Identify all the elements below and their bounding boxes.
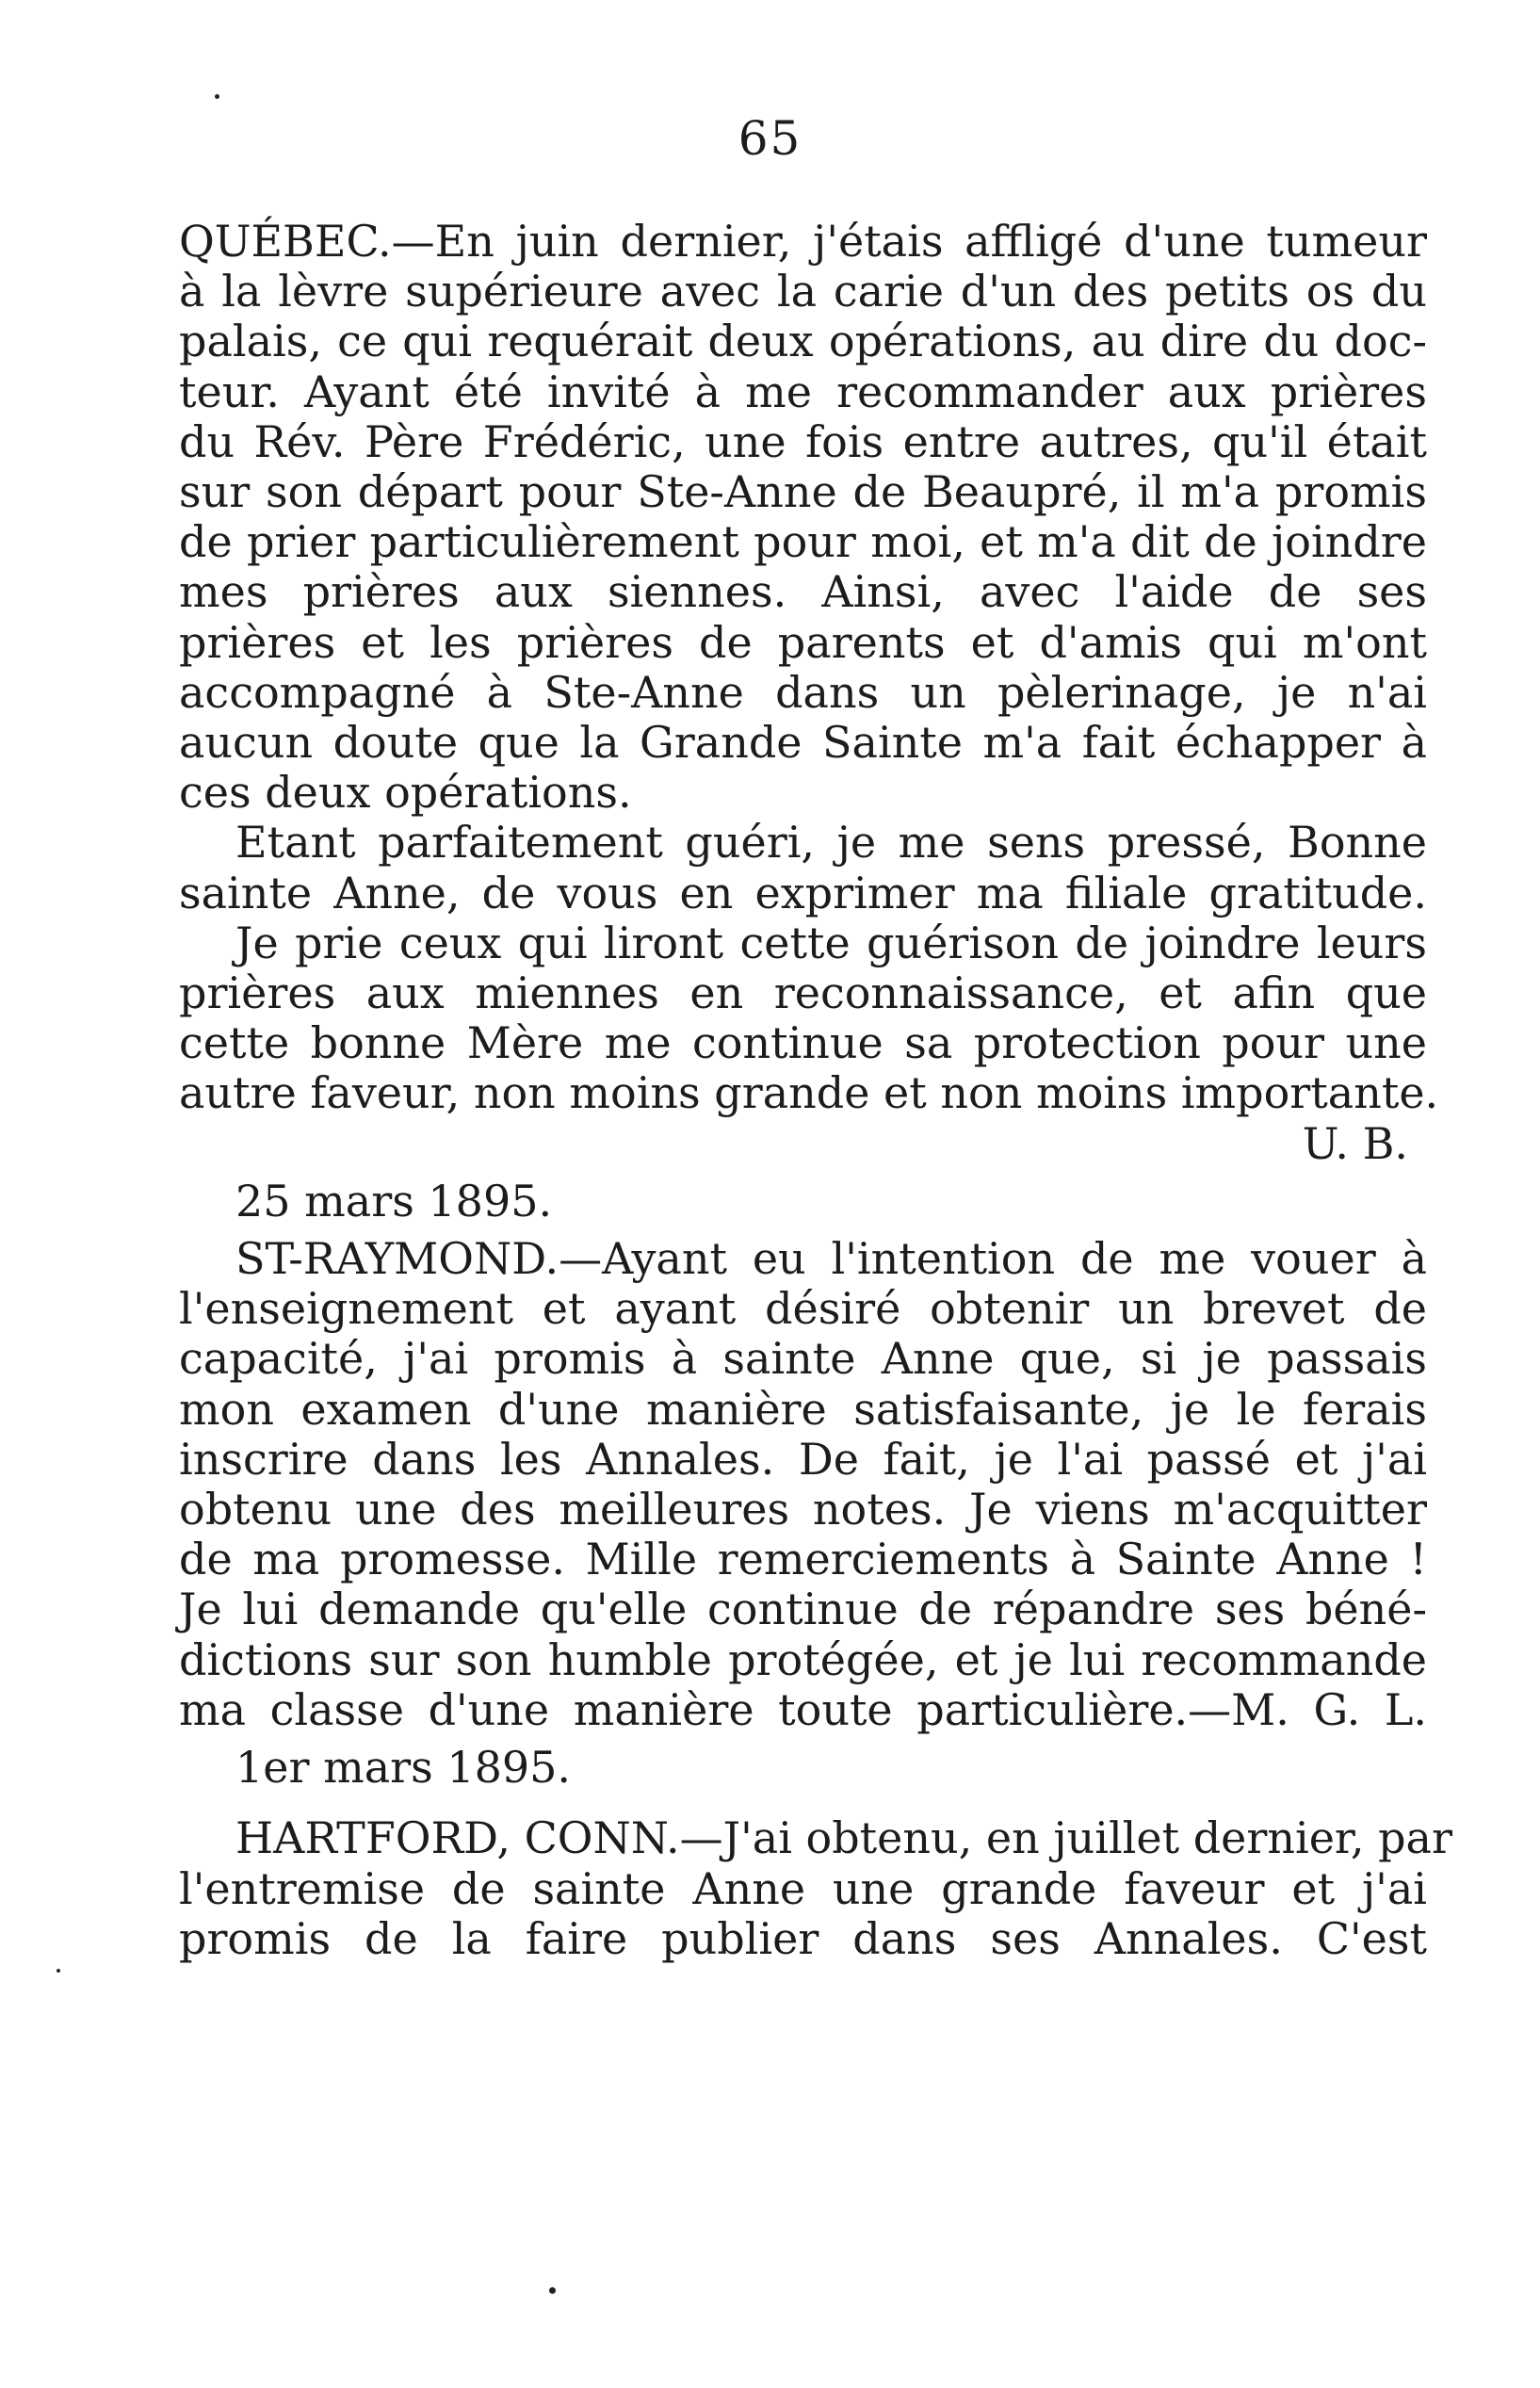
ink-speck	[57, 1969, 60, 1973]
text-line: prières aux miennes en reconnaissance, et afin que	[179, 967, 1427, 1019]
text-line: l'entremise de sainte Anne une grande faveur et j'ai	[179, 1862, 1427, 1914]
text-line: capacité, j'ai promis à sainte Anne que, si je passais	[179, 1333, 1427, 1385]
text-line: autre faveur, non moins grande et non moins importante.	[179, 1067, 1439, 1119]
text-line: sur son départ pour Ste-Anne de Beaupré, il m'a promis	[179, 466, 1427, 518]
text-line: de prier particulièrement pour moi, et m'a dit de joindre	[179, 516, 1427, 568]
text-line: mon examen d'une manière satisfaisante, je le ferais	[179, 1383, 1427, 1435]
text-line: dictions sur son humble protégée, et je lui recommande	[179, 1633, 1427, 1685]
text-line: Etant parfaitement guéri, je me sens pressé, Bonne	[235, 817, 1427, 869]
text-line: mes prières aux siennes. Ainsi, avec l'aide de ses	[179, 566, 1427, 618]
text-line: QUÉBEC.—En juin dernier, j'étais affligé d'une tumeur	[179, 216, 1427, 267]
text-line: l'enseignement et ayant désiré obtenir un brevet de	[179, 1283, 1427, 1335]
ink-speck	[215, 94, 219, 99]
text-line: du Rév. Père Frédéric, une fois entre autres, qu'il était	[179, 415, 1427, 467]
text-line: cette bonne Mère me continue sa protection pour une	[179, 1017, 1427, 1069]
entry-date: 1er mars 1895.	[235, 1742, 572, 1794]
body-text	[179, 216, 1452, 1964]
text-line: ma classe d'une manière toute particulière.—M. G. L.	[179, 1683, 1427, 1735]
text-line: ces deux opérations.	[179, 767, 632, 819]
text-line: à la lèvre supérieure avec la carie d'un des petits os du	[179, 266, 1427, 317]
text-line: Je prie ceux qui liront cette guérison de joindre leurs	[235, 917, 1427, 968]
text-line: promis de la faire publier dans ses Annales. C'est	[179, 1912, 1427, 1964]
text-line: obtenu une des meilleures notes. Je viens m'acquitter	[179, 1484, 1427, 1535]
text-line: palais, ce qui requérait deux opérations, au dire du doc-	[179, 316, 1427, 367]
text-line: accompagné à Ste-Anne dans un pèlerinage, je n'ai	[179, 666, 1427, 718]
text-line: inscrire dans les Annales. De fait, je l'ai passé et j'ai	[179, 1433, 1427, 1485]
ink-speck	[549, 2287, 556, 2294]
text-line: HARTFORD, CONN.—J'ai obtenu, en juillet dernier, par	[235, 1812, 1452, 1864]
text-line: prières et les prières de parents et d'amis qui m'ont	[179, 616, 1427, 668]
text-line: teur. Ayant été invité à me recommander aux prières	[179, 366, 1427, 417]
entry-date: 25 mars 1895.	[235, 1175, 553, 1226]
text-line: ST-RAYMOND.—Ayant eu l'intention de me vouer à	[235, 1233, 1427, 1285]
page-number: 65	[738, 111, 802, 166]
text-line: sainte Anne, de vous en exprimer ma filiale gratitude.	[179, 867, 1427, 918]
signature: U. B.	[1302, 1117, 1408, 1169]
text-line: aucun doute que la Grande Sainte m'a fait échapper à	[179, 717, 1427, 769]
text-line: de ma promesse. Mille remerciements à Sainte Anne !	[179, 1534, 1427, 1585]
text-line: Je lui demande qu'elle continue de répandre ses béné-	[179, 1584, 1427, 1635]
